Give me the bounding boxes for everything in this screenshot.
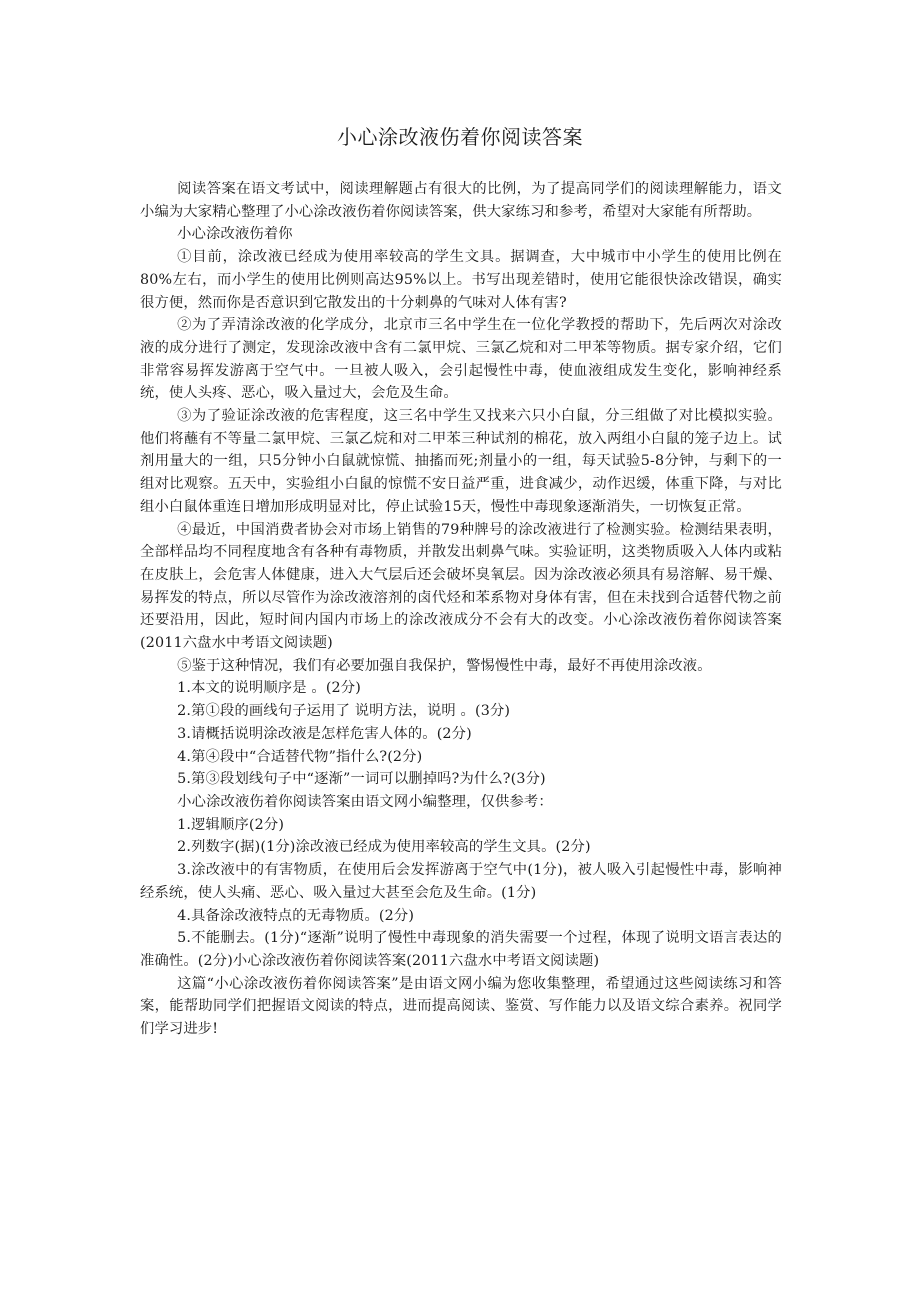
answer-2: 2.列数字(据)(1分)涂改液已经成为使用率较高的学生文具。(2分) [177, 839, 591, 856]
answers-heading: 小心涂改液伤着你阅读答案由语文网小编整理，仅供参考： [177, 793, 553, 810]
closing-paragraph: 这篇“小心涂改液伤着你阅读答案”是由语文网小编为您收集整理，希望通过这些阅读练习和答案，能帮助同学们把握语文阅读的特点，进而提高阅读、鉴赏、写作能力以及语文综合素养。祝同学们学习进步! [140, 975, 782, 1038]
article-paragraph-2: ②为了弄清涂改液的化学成分，北京市三名中学生在一位化学教授的帮助下，先后两次对涂改液的成分进行了测定，发现涂改液中含有二氯甲烷、三氯乙烷和对二甲苯等物质。据专家介绍，它们非常容易挥发游离于空气中。一旦被人吸入，会引起慢性中毒，使血液组成发生变化，影响神经系统，使人头疼、恶心，吸入量过大，会危及生命。 [140, 317, 782, 402]
answer-3: 3.涂改液中的有害物质，在使用后会发挥游离于空气中(1分)，被人吸入引起慢性中毒，影响神经系统，使人头痛、恶心、吸入量过大甚至会危及生命。(1分) [140, 862, 782, 901]
question-4: 4.第④段中“合适替代物”指什么?(2分) [177, 748, 423, 765]
question-2: 2.第①段的画线句子运用了 说明方法，说明 。(3分) [177, 703, 511, 720]
question-3: 3.请概括说明涂改液是怎样危害人体的。(2分) [177, 725, 472, 742]
article-paragraph-5: ⑤鉴于这种情况，我们有必要加强自我保护，警惕慢性中毒，最好不再使用涂改液。 [177, 657, 712, 674]
answer-5: 5.不能删去。(1分)“逐渐”说明了慢性中毒现象的消失需要一个过程，体现了说明文语言表达的准确性。(2分)小心涂改液伤着你阅读答案(2011六盘水中考语文阅读题) [140, 930, 782, 969]
article-paragraph-1: ①目前，涂改液已经成为使用率较高的学生文具。据调查，大中城市中小学生的使用比例在80%左右，而小学生的使用比例则高达95%以上。书写出现差错时，使用它能很快涂改错误，确实很方便，然而你是否意识到它散发出的十分刺鼻的气味对人体有害? [140, 249, 782, 311]
article-paragraph-4: ④最近，中国消费者协会对市场上销售的79种牌号的涂改液进行了检测实验。检测结果表明，全部样品均不同程度地含有各种有毒物质，并散发出刺鼻气味。实验证明，这类物质吸入人体内或粘在皮肤上，会危害人体健康，进入大气层后还会破坏臭氧层。因为涂改液必须具有易溶解、易干燥、易挥发的特点，所以尽管作为涂改液溶剂的卤代烃和苯系物对身体有害，但在未找到合适替代物之前还要沿用，因此，短时间内国内市场上的涂改液成分不会有大的改变。小心涂改液伤着你阅读答案(2011六盘水中考语文阅读题) [140, 521, 782, 652]
intro-paragraph: 阅读答案在语文考试中，阅读理解题占有很大的比例，为了提高同学们的阅读理解能力，语文小编为大家精心整理了小心涂改液伤着你阅读答案，供大家练习和参考，希望对大家能有所帮助。 [140, 181, 782, 220]
answer-1: 1.逻辑顺序(2分) [177, 816, 285, 833]
article-heading: 小心涂改液伤着你 [177, 226, 293, 243]
page-title: 小心涂改液伤着你阅读答案 [337, 125, 583, 149]
answer-4: 4.具备涂改液特点的无毒物质。(2分) [177, 907, 415, 924]
article-body [140, 178, 782, 1041]
question-1: 1.本文的说明顺序是 。(2分) [177, 680, 361, 697]
question-5: 5.第③段划线句子中“逐渐”一词可以删掉吗?为什么?(3分) [177, 771, 546, 788]
article-paragraph-3: ③为了验证涂改液的危害程度，这三名中学生又找来六只小白鼠，分三组做了对比模拟实验。他们将蘸有不等量二氯甲烷、三氯乙烷和对二甲苯三种试剂的棉花，放入两组小白鼠的笼子边上。试剂用量大的一组，只5分钟小白鼠就惊慌、抽搐而死;剂量小的一组，每天试验5-8分钟，与剩下的一组对比观察。五天中，实验组小白鼠的惊慌不安日益严重，进食减少，动作迟缓，体重下降，与对比组小白鼠体重连日增加形成明显对比，停止试验15天，慢性中毒现象逐渐消失，一切恢复正常。 [140, 408, 782, 515]
